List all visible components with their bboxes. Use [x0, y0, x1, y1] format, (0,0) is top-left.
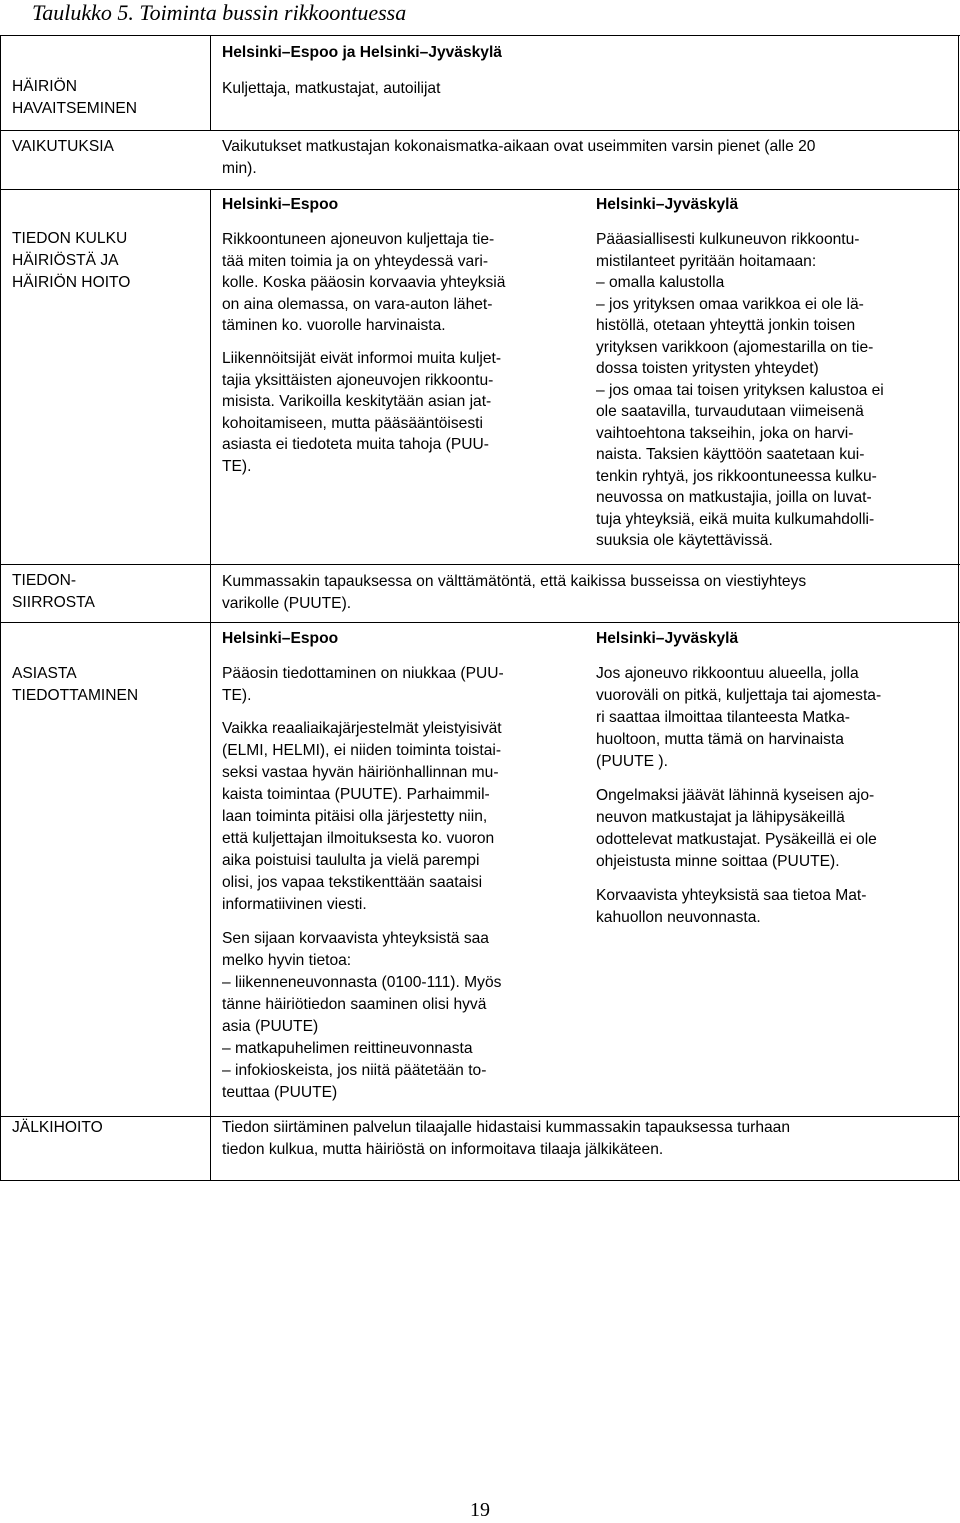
table-border-left	[0, 35, 1, 1181]
info-flow-col1-p1: Rikkoontuneen ajoneuvon kuljettaja tie- tää miten toimia ja on yhteydessä vari- kolle. Koska pääosin korvaavia yhteyksiä on aina olemassa, on vara-auton lähet- täminen ko. vuorolle harvinaista.	[222, 231, 506, 334]
label-effects: VAIKUTUKSIA	[12, 138, 114, 155]
detection-text: Kuljettaja, matkustajat, autoilijat	[222, 80, 441, 97]
info-flow-col1-p2: Liikennöitsijät eivät informoi muita kuljet- tajia yksittäisten ajoneuvojen rikkoontu- misista. Varikoilla keskitytään asian jat- kohoitamiseen, mutta pääsääntöisesti asiasta ei tiedoteta muita tahoja (PUU- TE).	[222, 350, 502, 475]
info-flow-col2-header: Helsinki–Jyväskylä	[596, 196, 739, 213]
customer-info-col1-header: Helsinki–Espoo	[222, 630, 339, 647]
customer-info-col2-header: Helsinki–Jyväskylä	[596, 630, 739, 647]
customer-info-col1-p1: Pääosin tiedottaminen on niukkaa (PUU- TE).	[222, 665, 504, 704]
table-border-right	[958, 35, 959, 1181]
customer-info-col2-p2: Ongelmaksi jäävät lähinnä kyseisen ajo- neuvon matkustajat ja lähipysäkeillä odottelevat matkustajat. Pysäkeillä ei ole ohjeistusta minne soittaa (PUUTE).	[596, 787, 877, 870]
page-number: 19	[470, 1499, 490, 1521]
row-divider	[0, 189, 960, 190]
column-divider	[210, 189, 211, 1181]
customer-info-col1-p2: Vaikka reaaliaikajärjestelmät yleistyisivät (ELMI, HELMI), ei niiden toiminta toistai- seksi vastaa hyvän häiriönhallinnan mu- kaista toimintaa (PUUTE). Parhaimmil- laan toiminta pitäisi olla järjestetty niin, että kuljettajan ilmoituksesta ko. vuoron aika poistuisi taululta ja vielä parempi olisi, jos vapaa tekstikenttään saataisi informatiivinen viesti.	[222, 720, 502, 913]
label-info-flow: TIEDON KULKU HÄIRIÖSTÄ JA HÄIRIÖN HOITO	[12, 230, 131, 291]
row-divider	[0, 564, 960, 565]
effects-text: Vaikutukset matkustajan kokonaismatka-aikaan ovat useimmiten varsin pienet (alle 20 min).	[222, 138, 816, 177]
table-caption: Taulukko 5. Toiminta bussin rikkoontuessa	[32, 0, 407, 25]
info-transfer-text: Kummassakin tapauksessa on välttämätöntä, että kaikissa busseissa on viestiyhteys varikolle (PUUTE).	[222, 573, 807, 612]
info-flow-col1-header: Helsinki–Espoo	[222, 196, 339, 213]
customer-info-col1-p3: Sen sijaan korvaavista yhteyksistä saa melko hyvin tietoa: – liikenneneuvonnasta (0100-111). Myös tänne häiriötiedon saaminen olisi hyvä asia (PUUTE) – matkapuhelimen reittineuvonnasta – infokioskeista, jos niitä päätetään to- teuttaa (PUUTE)	[222, 930, 502, 1101]
label-detection: HÄIRIÖN HAVAITSEMINEN	[12, 78, 138, 117]
aftercare-text: Tiedon siirtäminen palvelun tilaajalle hidastaisi kummassakin tapauksessa turhaan tiedon kulkua, mutta häiriöstä on informoitava tilaaja jälkikäteen.	[222, 1119, 791, 1158]
label-info-transfer: TIEDON- SIIRROSTA	[12, 572, 95, 611]
table-border-bottom	[0, 1180, 960, 1181]
column-divider	[210, 35, 211, 130]
detection-heading: Helsinki–Espoo ja Helsinki–Jyväskylä	[222, 44, 502, 61]
label-aftercare: JÄLKIHOITO	[12, 1119, 103, 1136]
label-customer-info: ASIASTA TIEDOTTAMINEN	[12, 665, 139, 704]
customer-info-col2-p1: Jos ajoneuvo rikkoontuu alueella, jolla vuoroväli on pitkä, kuljettaja tai ajomesta- ri saattaa ilmoittaa tilanteesta Matka- huoltoon, mutta tämä on harvinaista (PUUTE ).	[596, 665, 882, 770]
customer-info-col2-p3: Korvaavista yhteyksistä saa tietoa Mat- kahuollon neuvonnasta.	[596, 887, 867, 926]
row-divider	[0, 622, 960, 623]
table-border-top	[0, 35, 960, 36]
row-divider	[0, 130, 960, 131]
info-flow-col2-text: Pääasiallisesti kulkuneuvon rikkoontu- mistilanteet pyritään hoitamaan: – omalla kalustolla – jos yrityksen omaa varikkoa ei ole lä- histöllä, otetaan yhteyttä jonkin toisen yrityksen varikkoon (ajomestarilla on tie- dossa toisten yritysten yhteydet) – jos omaa tai toisen yrityksen kalustoa ei ole saatavilla, turvaudutaan viimeisenä vaihtoehtona takseihin, joka on harvi- naista. Taksien käyttöön saatetaan kui- tenkin ryhtyä, jos rikkoontuneessa kulku- neuvossa on matkustajia, joilla on luvat- tuja yhteyksiä, eikä muita kulkumahdolli- suuksia ole käytettävissä.	[596, 231, 884, 549]
